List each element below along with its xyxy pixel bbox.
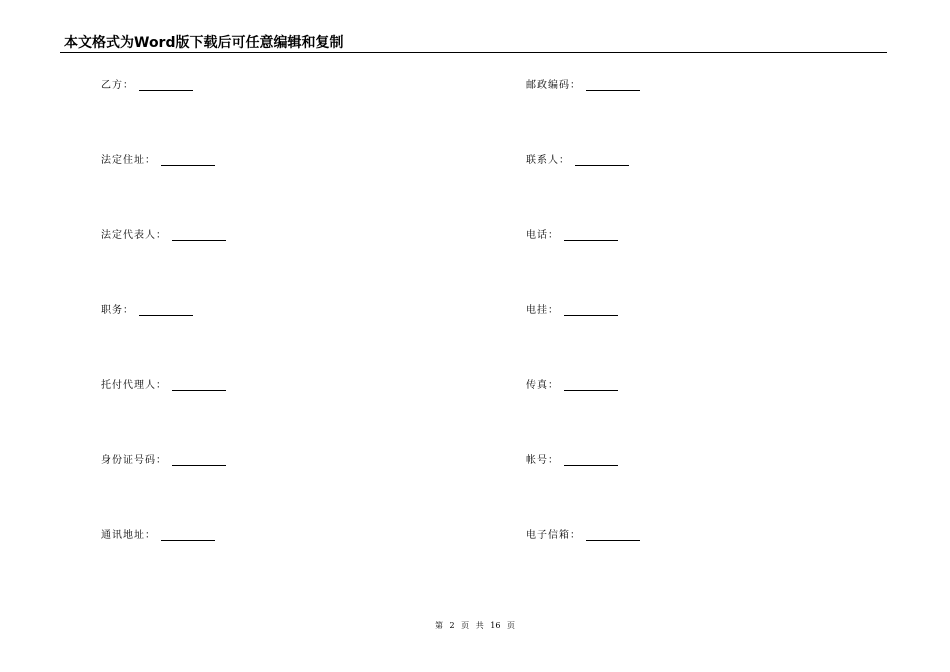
total-pages: 16 [490,621,501,630]
field-label: 传真： [526,380,559,391]
page-unit: 页 [461,621,470,630]
field-label: 电挂： [526,305,559,316]
total-unit: 页 [507,621,515,630]
field-fax [526,379,618,393]
fill-in-blank[interactable] [564,305,618,316]
fill-in-blank[interactable] [139,80,193,91]
field-authorized-agent [101,379,226,393]
fill-in-blank[interactable] [172,455,226,466]
field-telegraph [526,304,618,318]
field-label: 联系人： [526,155,570,166]
field-label: 电子信箱： [526,530,581,541]
fill-in-blank[interactable] [172,230,226,241]
field-label: 法定住址： [101,155,156,166]
page-prefix: 第 [434,621,443,630]
fill-in-blank[interactable] [564,380,618,391]
page-counter [0,621,950,631]
header-divider [60,52,887,53]
field-label: 乙方： [101,80,134,91]
page-number: 2 [449,621,455,630]
field-label: 帐号： [526,455,559,466]
fill-in-blank[interactable] [586,530,640,541]
field-label: 身份证号码： [101,455,167,466]
total-prefix: 共 [475,621,484,630]
page-header-title: 本文格式为Word版下载后可任意编辑和复制 [64,35,344,51]
field-email [526,529,640,543]
field-label: 邮政编码： [526,80,581,91]
field-postal-code [526,79,640,93]
fill-in-blank[interactable] [575,155,629,166]
field-account [526,454,618,468]
fill-in-blank[interactable] [564,230,618,241]
field-label: 职务： [101,305,134,316]
fill-in-blank[interactable] [161,530,215,541]
fill-in-blank[interactable] [139,305,193,316]
field-label: 托付代理人： [101,380,167,391]
field-label: 电话： [526,230,559,241]
field-legal-address [101,154,215,168]
field-position [101,304,193,318]
field-label: 法定代表人： [101,230,167,241]
field-party-b [101,79,193,93]
field-telephone [526,229,618,243]
field-mailing-address [101,529,215,543]
field-label: 通讯地址： [101,530,156,541]
field-id-number [101,454,226,468]
fill-in-blank[interactable] [586,80,640,91]
fill-in-blank[interactable] [161,155,215,166]
field-contact-person [526,154,629,168]
fill-in-blank[interactable] [564,455,618,466]
field-legal-representative [101,229,226,243]
fill-in-blank[interactable] [172,380,226,391]
